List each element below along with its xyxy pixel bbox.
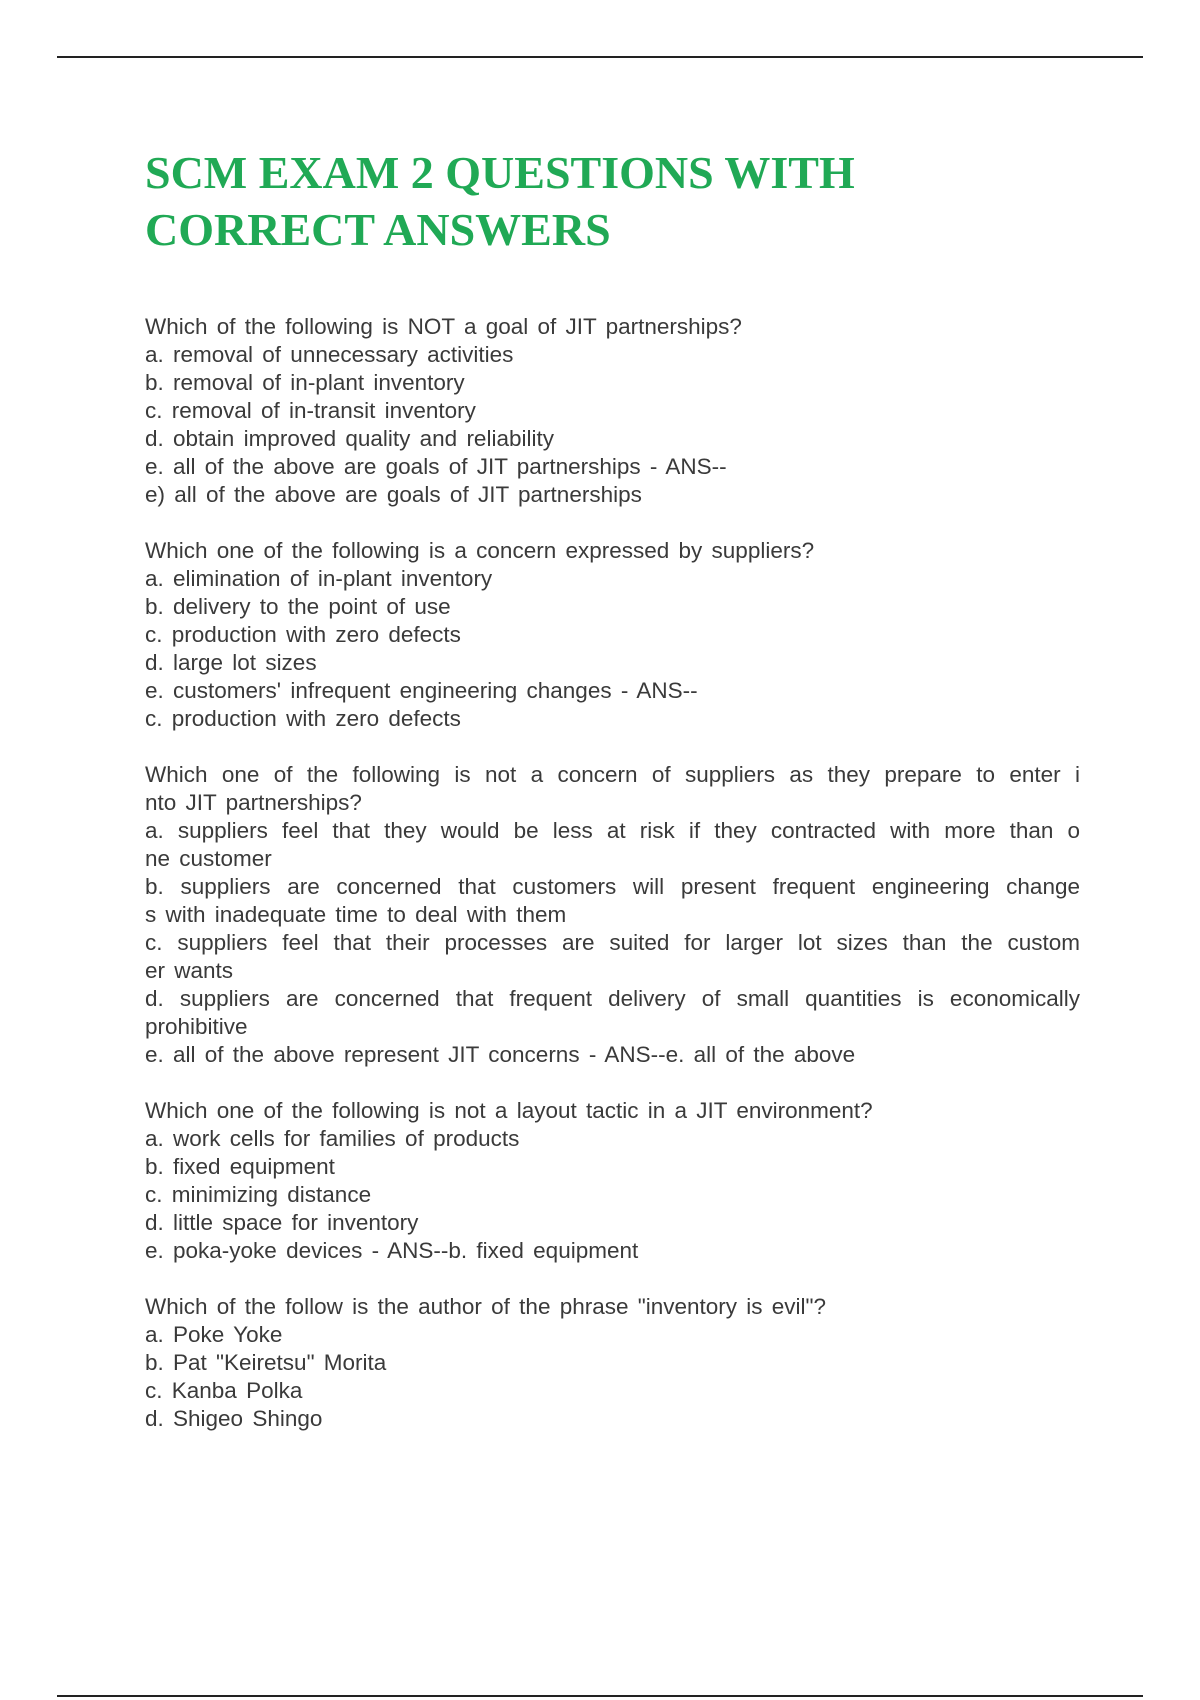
- answer-option-with-answer: e. poka-yoke devices - ANS--b. fixed equipment: [145, 1238, 639, 1263]
- question-block-5: [145, 1293, 1080, 1433]
- answer-option-continued: prohibitive: [145, 1014, 248, 1039]
- answer-option: c. production with zero defects: [145, 622, 461, 647]
- answer-option: b. removal of in-plant inventory: [145, 370, 465, 395]
- answer-option: c. removal of in-transit inventory: [145, 398, 476, 423]
- title-line-2: CORRECT ANSWERS: [145, 204, 611, 255]
- question-list: [145, 313, 1080, 1461]
- answer-option: d. Shigeo Shingo: [145, 1406, 323, 1431]
- answer-option: b. delivery to the point of use: [145, 594, 451, 619]
- answer-option: d. suppliers are concerned that frequent delivery of small quantities is economically: [145, 986, 1080, 1011]
- answer-option: b. Pat "Keiretsu" Morita: [145, 1350, 387, 1375]
- answer-option: c. suppliers feel that their processes are suited for larger lot sizes than the custom: [145, 930, 1080, 955]
- answer-option: b. suppliers are concerned that customers will present frequent engineering change: [145, 874, 1080, 899]
- answer-option: b. fixed equipment: [145, 1154, 335, 1179]
- answer-option: a. Poke Yoke: [145, 1322, 283, 1347]
- answer-option: c. Kanba Polka: [145, 1378, 303, 1403]
- question-text: Which one of the following is a concern expressed by suppliers?: [145, 538, 815, 563]
- document-title: [145, 144, 1065, 258]
- question-block-1: [145, 313, 1080, 509]
- question-text: Which one of the following is not a concern of suppliers as they prepare to enter i: [145, 762, 1080, 787]
- answer-option: e. all of the above are goals of JIT partnerships - ANS--: [145, 454, 727, 479]
- title-line-1: SCM EXAM 2 QUESTIONS WITH: [145, 147, 855, 198]
- answer-option: a. work cells for families of products: [145, 1126, 520, 1151]
- answer-option: e. customers' infrequent engineering changes - ANS--: [145, 678, 698, 703]
- answer-option: a. removal of unnecessary activities: [145, 342, 514, 367]
- answer-option-continued: er wants: [145, 958, 234, 983]
- answer-option: c. minimizing distance: [145, 1182, 372, 1207]
- correct-answer: e) all of the above are goals of JIT partnerships: [145, 482, 642, 507]
- correct-answer: c. production with zero defects: [145, 706, 461, 731]
- answer-option: a. suppliers feel that they would be less at risk if they contracted with more than o: [145, 818, 1080, 843]
- answer-option-continued: ne customer: [145, 846, 272, 871]
- answer-option-continued: s with inadequate time to deal with them: [145, 902, 567, 927]
- question-block-4: [145, 1097, 1080, 1265]
- bottom-rule: [57, 1695, 1143, 1697]
- answer-option: d. little space for inventory: [145, 1210, 419, 1235]
- answer-option: d. large lot sizes: [145, 650, 317, 675]
- answer-option-with-answer: e. all of the above represent JIT concerns - ANS--e. all of the above: [145, 1042, 856, 1067]
- question-block-3: [145, 761, 1080, 1069]
- question-text: Which of the follow is the author of the phrase "inventory is evil"?: [145, 1294, 827, 1319]
- answer-option: d. obtain improved quality and reliability: [145, 426, 554, 451]
- question-block-2: [145, 537, 1080, 733]
- answer-option: a. elimination of in-plant inventory: [145, 566, 493, 591]
- question-text: Which of the following is NOT a goal of JIT partnerships?: [145, 314, 742, 339]
- top-rule: [57, 56, 1143, 58]
- question-text: Which one of the following is not a layout tactic in a JIT environment?: [145, 1098, 873, 1123]
- question-text-continued: nto JIT partnerships?: [145, 790, 362, 815]
